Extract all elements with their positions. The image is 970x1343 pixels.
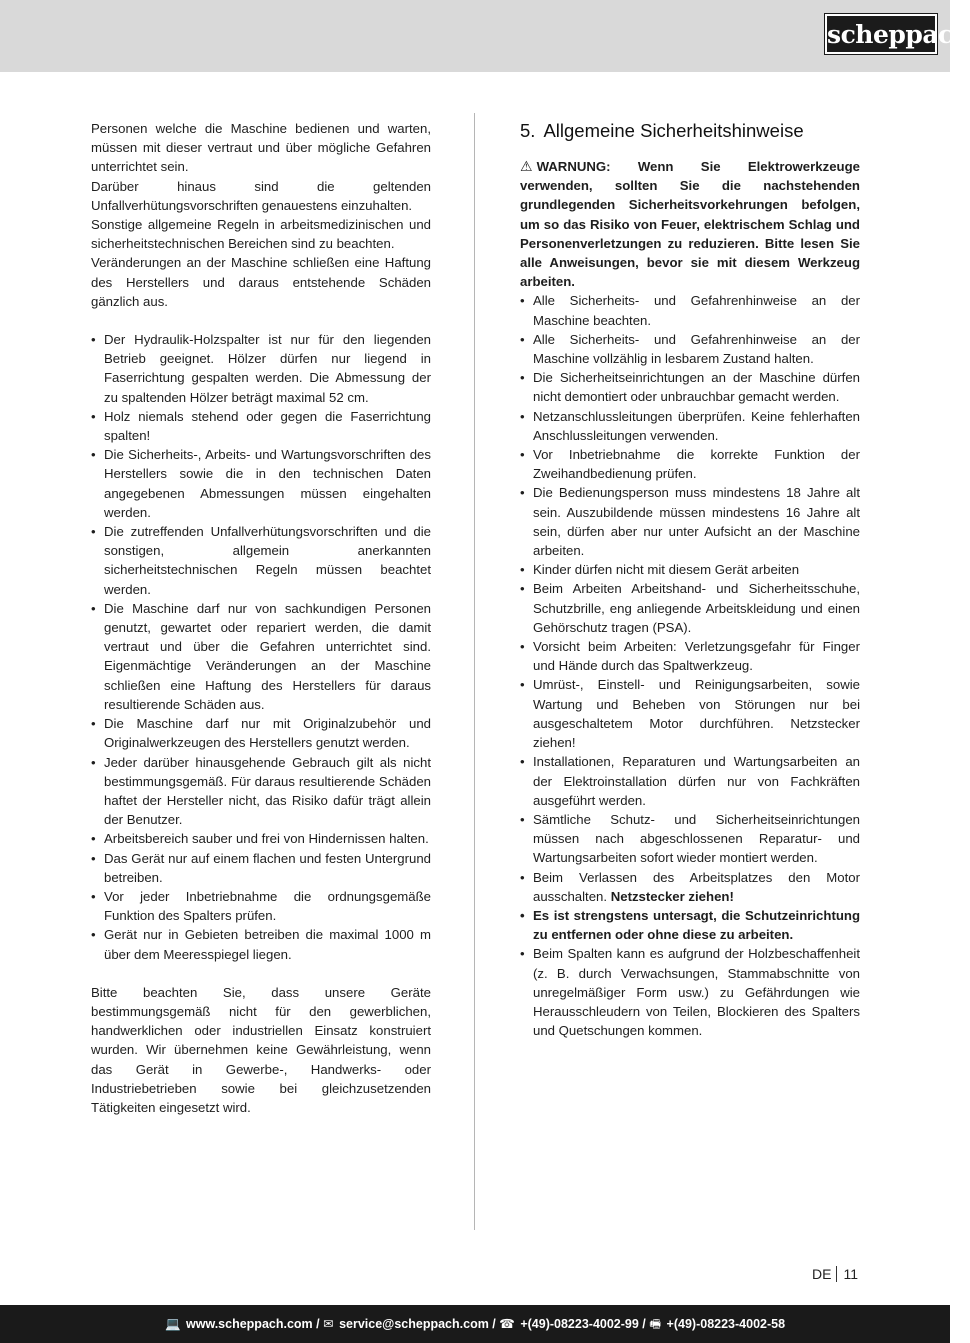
list-item: • Installationen, Reparaturen und Wartungsarbeiten an der Elektroinstallation dürfen nur von Fachkräften ausgeführt werden.	[520, 752, 860, 810]
list-item: • Die zutreffenden Unfallverhütungsvorschriften und die sonstigen, allgemein anerkannten sicherheitstechnischen Regeln müssen beachtet werden.	[91, 522, 431, 599]
scheppach-logo: scheppach	[825, 14, 937, 54]
footer-contact	[0, 1305, 950, 1343]
list-item: • Alle Sicherheits- und Gefahrenhinweise an der Maschine vollzählig in lesbarem Zustand halten.	[520, 330, 860, 368]
section-title	[520, 119, 860, 143]
left-column	[91, 119, 431, 1117]
list-item: • Holz niemals stehend oder gegen die Faserrichtung spalten!	[91, 407, 431, 445]
section-number: 5.	[520, 120, 536, 141]
list-item: • Das Gerät nur auf einem flachen und festen Untergrund betreiben.	[91, 849, 431, 887]
list-item: • Sämtliche Schutz- und Sicherheitseinrichtungen müssen nach abgeschlossenen Reparatur- und Wartungsarbeiten sofort wieder montiert werden.	[520, 810, 860, 868]
list-item: • Jeder darüber hinausgehende Gebrauch gilt als nicht bestimmungsgemäß. Für daraus resultierende Schäden haftet der Hersteller nicht, das Risiko dafür trägt allein der Benutzer.	[91, 753, 431, 830]
list-item: • Die Sicherheits-, Arbeits- und Wartungsvorschriften des Herstellers sowie die in den technischen Daten angegebenen Abmessungen müssen eingehalten werden.	[91, 445, 431, 522]
page-number-separator	[836, 1266, 837, 1282]
list-item: • Arbeitsbereich sauber und frei von Hindernissen halten.	[91, 829, 431, 848]
page-language: DE	[812, 1266, 832, 1282]
list-item: • Die Maschine darf nur mit Originalzubehör und Originalwerkzeugen des Herstellers genutzt werden.	[91, 714, 431, 752]
list-item: • Beim Spalten kann es aufgrund der Holzbeschaffenheit (z. B. durch Verwachsungen, Stammabschnitte von unregelmäßiger Form usw.) zu Gefährdungen wie Herausschleudern von Teilen, Blockieren des Spalters und Quetschungen kommen.	[520, 944, 860, 1040]
footer-website[interactable]: www.scheppach.com /	[186, 1317, 320, 1331]
list-item: • Der Hydraulik-Holzspalter ist nur für den liegenden Betrieb geeignet. Hölzer dürfen nur liegend in Faserrichtung gespalten werden. Die Abmessung der zu spaltenden Hölzer beträgt maximal 52 cm.	[91, 330, 431, 407]
warning-text: WARNUNG: Wenn Sie Elektrowerkzeuge verwenden, sollten Sie die nachstehenden grundlegenden Sicherheitsvorkehrungen befolgen, um so das Risiko von Feuer, elektrischem Schlag und Personenverletzungen zu reduzieren. Bitte lesen Sie alle Anweisungen, bevor sie mit diesem Werkzeug arbeiten.	[520, 159, 860, 290]
right-column	[520, 119, 860, 1040]
footer-phone: +(49)-08223-4002-99 /	[520, 1317, 646, 1331]
list-item: • Umrüst-, Einstell- und Reinigungsarbeiten, sowie Wartung und Beheben von Störungen nur bei ausgeschaltetem Motor durchführen. Netzstecker ziehen!	[520, 675, 860, 752]
phone-icon: ☎	[499, 1317, 515, 1331]
footer-fax: +(49)-08223-4002-58	[666, 1317, 786, 1331]
header-band	[0, 0, 950, 72]
list-item: • Vorsicht beim Arbeiten: Verletzungsgefahr für Finger und Hände durch das Spaltwerkzeug.	[520, 637, 860, 675]
intro-paragraph: Veränderungen an der Maschine schließen eine Haftung des Herstellers und daraus entstehende Schäden gänzlich aus.	[91, 255, 431, 309]
intro-paragraph: Personen welche die Maschine bedienen und warten, müssen mit dieser vertraut und über mögliche Gefahren unterrichtet sein.	[91, 121, 431, 175]
list-item: • Es ist strengstens untersagt, die Schutzeinrichtung zu entfernen oder ohne diese zu arbeiten.	[520, 906, 860, 944]
list-item: • Alle Sicherheits- und Gefahrenhinweise an der Maschine beachten.	[520, 291, 860, 329]
list-item: • Die Maschine darf nur von sachkundigen Personen genutzt, gewartet oder repariert werden, die damit vertraut und über die Gefahren unterrichtet sind. Eigenmächtige Veränderungen an der Maschine schließen eine Haftung des Herstellers für daraus resultierende Schäden aus.	[91, 599, 431, 714]
motor-bullet-text: Beim Verlassen des Arbeitsplatzes den Motor ausschalten.	[533, 869, 860, 904]
right-bullet-list	[520, 291, 860, 1040]
motor-bullet-bold: Netzstecker ziehen!	[610, 888, 734, 904]
page-number-value: 11	[843, 1266, 858, 1282]
list-item: • Gerät nur in Gebieten betreiben die maximal 1000 m über dem Meeresspiegel liegen.	[91, 925, 431, 963]
page-number	[812, 1265, 858, 1283]
column-divider	[474, 113, 475, 1230]
list-item: • Kinder dürfen nicht mit diesem Gerät arbeiten	[520, 560, 860, 579]
list-item: • Vor Inbetriebnahme die korrekte Funktion der Zweihandbedienung prüfen.	[520, 445, 860, 483]
list-item: • Netzanschlussleitungen überprüfen. Keine fehlerhaften Anschlussleitungen verwenden.	[520, 407, 860, 445]
list-item: • Die Bedienungsperson muss mindestens 18 Jahre alt sein. Auszubildende müssen mindestens 16 Jahre alt sein, dürfen aber nur unter Aufsicht an der Maschine arbeiten.	[520, 483, 860, 560]
intro-paragraph: Sonstige allgemeine Regeln in arbeitsmedizinischen und sicherheitstechnischen Bereichen sind zu beachten.	[91, 217, 431, 252]
fax-icon: 🖷	[649, 1317, 662, 1331]
section-title-text: Allgemeine Sicherheitshinweise	[543, 120, 804, 141]
intro-paragraph: Darüber hinaus sind die geltenden Unfallverhütungsvorschriften genauestens einzuhalten.	[91, 178, 431, 213]
warning-icon: ⚠	[520, 158, 533, 174]
footer-email[interactable]: service@scheppach.com /	[339, 1317, 496, 1331]
list-item: • Vor jeder Inbetriebnahme die ordnungsgemäße Funktion des Spalters prüfen.	[91, 887, 431, 925]
list-item: • Beim Arbeiten Arbeitshand- und Sicherheitsschuhe, Schutzbrille, eng anliegende Arbeitskleidung und einen Gehörschutz tragen (PSA).	[520, 579, 860, 637]
left-bullet-list	[91, 330, 431, 964]
mail-icon: ✉	[323, 1317, 334, 1331]
warning-paragraph	[520, 157, 860, 291]
closing-paragraph: Bitte beachten Sie, dass unsere Geräte bestimmungsgemäß nicht für den gewerblichen, handwerklichen oder industriellen Einsatz konstruiert wurden. Wir übernehmen keine Gewährleistung, wenn das Gerät in Gewerbe-, Handwerks- oder Industriebetrieben sowie bei gleichzusetzenden Tätigkeiten eingesetzt wird.	[91, 984, 431, 1115]
list-item: • Die Sicherheitseinrichtungen an der Maschine dürfen nicht demontiert oder unbrauchbar gemacht werden.	[520, 368, 860, 406]
list-item	[520, 868, 860, 906]
computer-icon: 💻	[164, 1317, 181, 1331]
